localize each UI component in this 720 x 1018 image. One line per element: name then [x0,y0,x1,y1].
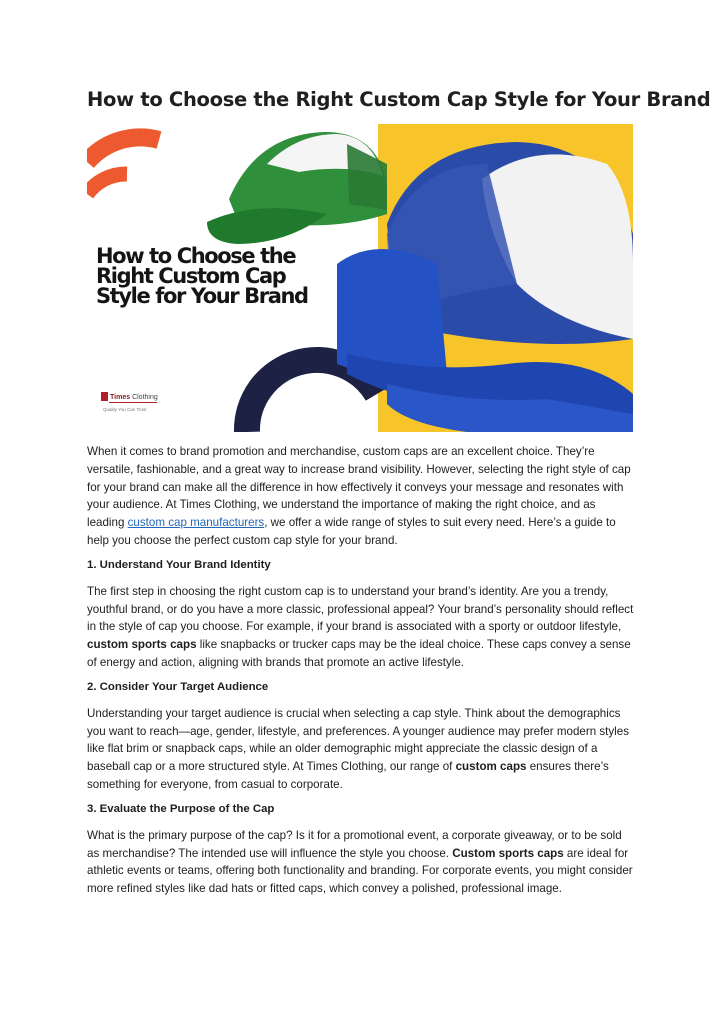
hero-title-line: Style for Your Brand [96,284,308,308]
article-body [87,443,635,905]
article-title: How to Choose the Right Custom Cap Style for Your Brand [87,88,711,111]
section-3-paragraph [87,827,635,898]
hero-title-line: How to Choose the [96,244,296,268]
custom-cap-manufacturers-link[interactable]: custom cap manufacturers [127,516,265,530]
green-cap [207,132,387,244]
intro-paragraph [87,443,635,550]
orange-arc [87,137,159,162]
section-heading-2: 2. Consider Your Target Audience [87,680,269,693]
section-3-text-end: are ideal for athletic events or teams, offering both functionality and branding. For corporate events, you might consider more refined styles like dad hats or fitted caps, which convey a polished, professional image. [87,846,633,896]
section-2-text-end: ensures there’s something for everyone, from casual to corporate. [87,760,609,791]
logo-tagline: Quality You Can Trust [103,407,147,412]
section-2-text: Understanding your target audience is crucial when selecting a cap style. Think about the demographics you want to reach—age, gender, lifestyle, and preferences. A younger audience may prefer modern styles like flat brim or snapback caps, while an older demographic might appreciate the classic design of a baseball cap or a more structured style. At Times Clothing, our range of [87,706,630,774]
section-heading-1: 1. Understand Your Brand Identity [87,558,271,571]
section-1-paragraph [87,583,635,672]
hero-title [96,246,336,306]
logo-brand: Times [110,394,131,401]
section-3-bold: Custom sports caps [452,846,564,860]
intro-text-end: , we offer a wide range of styles to suit every need. Here’s a guide to help you choose the perfect custom cap style for your brand. [87,516,616,547]
logo-brand-alt: Clothing [132,394,158,401]
section-3-text: What is the primary purpose of the cap? Is it for a promotional event, a corporate giveaway, or to be sold as merchandise? The intended use will influence the style you choose. [87,828,622,860]
section-2-bold: custom caps [455,760,527,774]
section-2-paragraph [87,705,635,794]
section-1-text-end: like snapbacks or trucker caps may be the ideal choice. These caps convey a sense of energy and action, aligning with brands that promote an active lifestyle. [87,638,631,669]
section-heading-3: 3. Evaluate the Purpose of the Cap [87,802,275,815]
section-1-text: The first step in choosing the right custom cap is to understand your brand’s identity. Are you a trendy, youthful brand, or do you have a more classic, professional appeal? Your brand’s personality should reflect in the style of cap you choose. For example, if your brand is associated with a sporty or outdoor lifestyle, [87,584,634,634]
intro-text: When it comes to brand promotion and merchandise, custom caps are an excellent choice. They’re versatile, fashionable, and a great way to increase brand visibility. However, selecting the right style of cap for your brand can make all the difference in how effectively it conveys your message and resonates with your audience. At Times Clothing, we understand the importance of making the right choice, and as leading [87,445,631,530]
hero-title-line: Right Custom Cap [96,264,286,288]
hero-image [87,124,633,432]
section-1-bold: custom sports caps [87,638,197,652]
